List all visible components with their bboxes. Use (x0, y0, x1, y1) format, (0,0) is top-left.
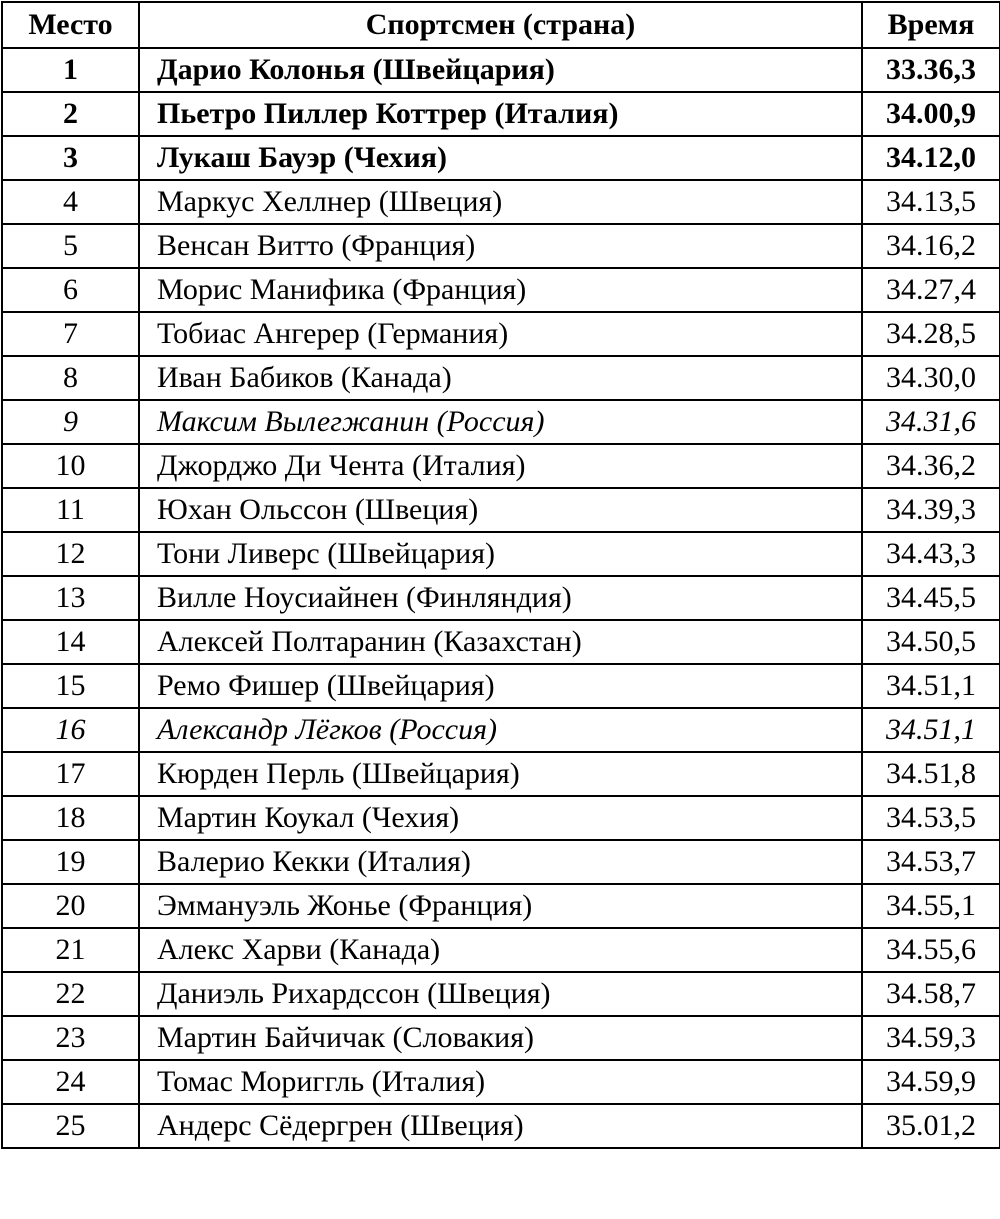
table-row (2, 268, 1000, 312)
cell-place: 7 (2, 312, 139, 356)
cell-time: 34.28,5 (862, 312, 1000, 356)
table-row (2, 1104, 1000, 1148)
header-row (2, 2, 1000, 48)
table-row (2, 796, 1000, 840)
table-row (2, 444, 1000, 488)
cell-athlete: Андерс Сёдергрен (Швеция) (139, 1104, 862, 1148)
cell-place: 19 (2, 840, 139, 884)
cell-place: 8 (2, 356, 139, 400)
cell-place: 3 (2, 136, 139, 180)
results-table-body (2, 48, 1000, 1148)
cell-time: 34.36,2 (862, 444, 1000, 488)
cell-time: 34.00,9 (862, 92, 1000, 136)
cell-athlete: Джорджо Ди Чента (Италия) (139, 444, 862, 488)
cell-place: 20 (2, 884, 139, 928)
cell-athlete: Венсан Витто (Франция) (139, 224, 862, 268)
cell-athlete: Мартин Коукал (Чехия) (139, 796, 862, 840)
cell-athlete: Юхан Ольссон (Швеция) (139, 488, 862, 532)
cell-time: 34.55,6 (862, 928, 1000, 972)
cell-athlete: Алекс Харви (Канада) (139, 928, 862, 972)
table-row (2, 488, 1000, 532)
cell-time: 34.43,3 (862, 532, 1000, 576)
cell-place: 13 (2, 576, 139, 620)
cell-time: 34.30,0 (862, 356, 1000, 400)
table-row (2, 136, 1000, 180)
cell-athlete: Тобиас Ангерер (Германия) (139, 312, 862, 356)
cell-time: 34.51,8 (862, 752, 1000, 796)
cell-time: 34.13,5 (862, 180, 1000, 224)
cell-place: 23 (2, 1016, 139, 1060)
cell-athlete: Томас Мориггль (Италия) (139, 1060, 862, 1104)
cell-time: 34.51,1 (862, 708, 1000, 752)
cell-place: 4 (2, 180, 139, 224)
cell-place: 15 (2, 664, 139, 708)
cell-athlete: Ремо Фишер (Швейцария) (139, 664, 862, 708)
cell-place: 14 (2, 620, 139, 664)
table-row (2, 576, 1000, 620)
cell-athlete: Эммануэль Жонье (Франция) (139, 884, 862, 928)
cell-time: 34.12,0 (862, 136, 1000, 180)
table-row (2, 92, 1000, 136)
table-row (2, 664, 1000, 708)
cell-time: 34.31,6 (862, 400, 1000, 444)
cell-athlete: Алексей Полтаранин (Казахстан) (139, 620, 862, 664)
table-row (2, 752, 1000, 796)
results-table (1, 1, 1000, 1149)
header-place: Место (2, 2, 139, 48)
cell-athlete: Валерио Кекки (Италия) (139, 840, 862, 884)
cell-athlete: Лукаш Бауэр (Чехия) (139, 136, 862, 180)
cell-athlete: Маркус Хеллнер (Швеция) (139, 180, 862, 224)
cell-time: 34.58,7 (862, 972, 1000, 1016)
table-row (2, 620, 1000, 664)
cell-place: 6 (2, 268, 139, 312)
cell-time: 34.59,3 (862, 1016, 1000, 1060)
cell-time: 34.45,5 (862, 576, 1000, 620)
cell-athlete: Дарио Колонья (Швейцария) (139, 48, 862, 92)
table-row (2, 180, 1000, 224)
cell-time: 35.01,2 (862, 1104, 1000, 1148)
table-row (2, 224, 1000, 268)
cell-place: 18 (2, 796, 139, 840)
table-row (2, 356, 1000, 400)
cell-place: 21 (2, 928, 139, 972)
cell-athlete: Тони Ливерс (Швейцария) (139, 532, 862, 576)
cell-athlete: Даниэль Рихардссон (Швеция) (139, 972, 862, 1016)
table-row (2, 1060, 1000, 1104)
cell-time: 34.55,1 (862, 884, 1000, 928)
cell-place: 11 (2, 488, 139, 532)
cell-place: 1 (2, 48, 139, 92)
cell-place: 12 (2, 532, 139, 576)
table-row (2, 312, 1000, 356)
cell-time: 34.53,7 (862, 840, 1000, 884)
cell-time: 34.39,3 (862, 488, 1000, 532)
cell-place: 22 (2, 972, 139, 1016)
cell-place: 24 (2, 1060, 139, 1104)
table-row (2, 400, 1000, 444)
table-row (2, 928, 1000, 972)
cell-athlete: Александр Лёгков (Россия) (139, 708, 862, 752)
cell-time: 34.53,5 (862, 796, 1000, 840)
cell-place: 2 (2, 92, 139, 136)
cell-athlete: Морис Манифика (Франция) (139, 268, 862, 312)
header-athlete: Спортсмен (страна) (139, 2, 862, 48)
table-row (2, 972, 1000, 1016)
cell-place: 17 (2, 752, 139, 796)
cell-time: 34.27,4 (862, 268, 1000, 312)
cell-athlete: Максим Вылегжанин (Россия) (139, 400, 862, 444)
cell-athlete: Иван Бабиков (Канада) (139, 356, 862, 400)
table-row (2, 48, 1000, 92)
cell-athlete: Пьетро Пиллер Коттрер (Италия) (139, 92, 862, 136)
cell-time: 34.59,9 (862, 1060, 1000, 1104)
table-row (2, 532, 1000, 576)
header-time: Время (862, 2, 1000, 48)
cell-place: 10 (2, 444, 139, 488)
cell-athlete: Мартин Байчичак (Словакия) (139, 1016, 862, 1060)
table-row (2, 884, 1000, 928)
cell-place: 5 (2, 224, 139, 268)
cell-time: 34.51,1 (862, 664, 1000, 708)
cell-time: 34.16,2 (862, 224, 1000, 268)
table-row (2, 840, 1000, 884)
cell-place: 16 (2, 708, 139, 752)
table-row (2, 1016, 1000, 1060)
cell-place: 9 (2, 400, 139, 444)
cell-athlete: Вилле Ноусиайнен (Финляндия) (139, 576, 862, 620)
table-row (2, 708, 1000, 752)
cell-athlete: Кюрден Перль (Швейцария) (139, 752, 862, 796)
cell-time: 34.50,5 (862, 620, 1000, 664)
cell-place: 25 (2, 1104, 139, 1148)
results-table-header (2, 2, 1000, 48)
cell-time: 33.36,3 (862, 48, 1000, 92)
